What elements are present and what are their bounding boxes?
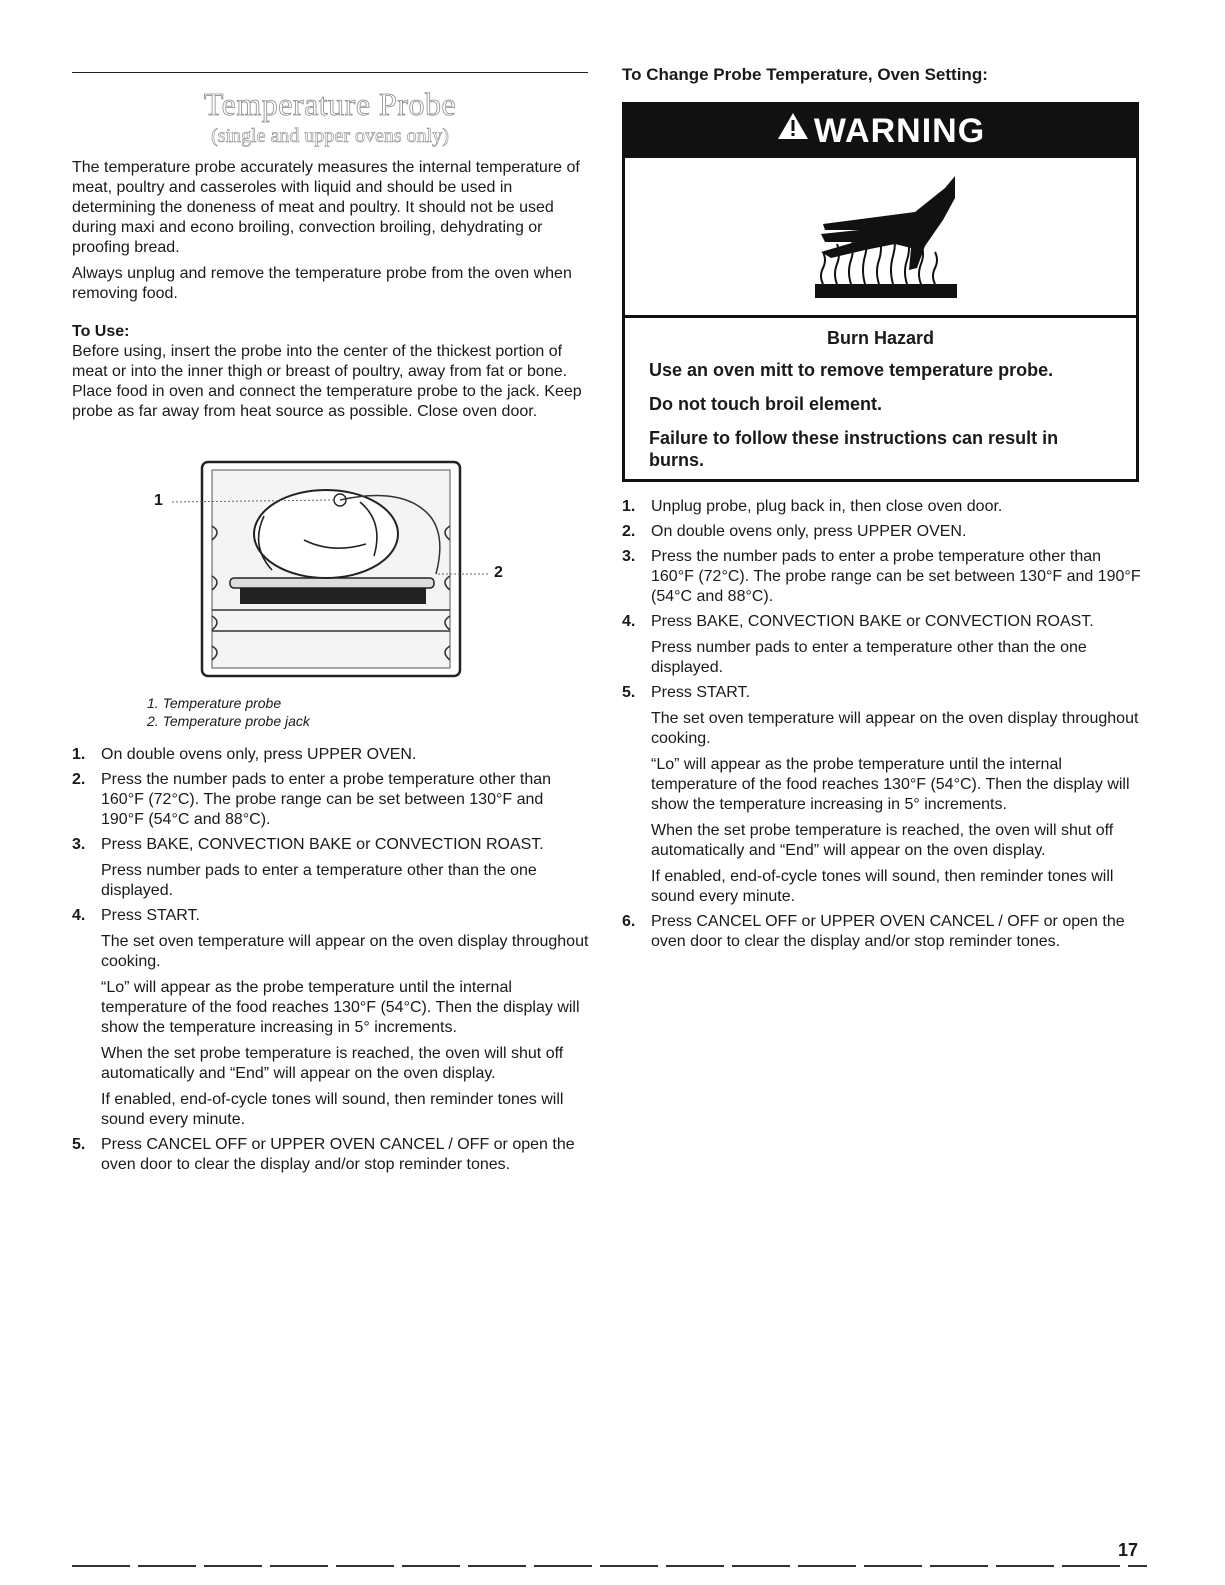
burn-hazard-pictogram (625, 158, 1136, 315)
top-rule (72, 72, 588, 73)
warning-banner-text: WARNING (813, 112, 986, 150)
step-text: Press START. (101, 907, 200, 924)
intro-paragraph: Always unplug and remove the temperature probe from the oven when removing food. (72, 265, 572, 302)
step-number: 4. (622, 613, 636, 630)
step-text: When the set probe temperature is reached, the oven will shut off automatically and “End” will appear on the oven display. (651, 822, 1114, 859)
step-number: 1. (72, 746, 86, 763)
step-number: 2. (622, 523, 636, 540)
callout-2: 2 (494, 564, 503, 581)
step-item (72, 770, 590, 830)
step-item (72, 1135, 590, 1175)
steps-list-left (72, 745, 590, 1180)
bottom-rule (72, 1565, 1147, 1567)
page-subtitle: (single and upper ovens only) (211, 125, 449, 147)
to-use-heading: To Use: (72, 323, 130, 340)
step-item (622, 912, 1147, 952)
step-text: If enabled, end-of-cycle tones will sound, then reminder tones will sound every minute. (651, 868, 1114, 905)
step-item (622, 497, 1147, 517)
step-item (72, 906, 590, 1130)
step-text: On double ovens only, press UPPER OVEN. (651, 523, 967, 540)
step-item (72, 835, 590, 901)
steps-list-right (622, 497, 1147, 957)
step-text: “Lo” will appear as the probe temperature until the internal temperature of the food reaches 130°F (54°C). Then the display will show the temperature increasing in 5° increments. (651, 756, 1130, 813)
caption-line: 2. Temperature probe jack (147, 713, 310, 729)
step-text: The set oven temperature will appear on the oven display throughout cooking. (101, 933, 589, 970)
step-number: 3. (622, 548, 636, 565)
step-item (622, 683, 1147, 907)
oven-probe-figure (154, 456, 514, 686)
figure-caption (147, 694, 547, 730)
step-text: Press BAKE, CONVECTION BAKE or CONVECTION ROAST. (101, 836, 544, 853)
warning-line: Use an oven mitt to remove temperature probe. (649, 360, 1054, 380)
step-text: When the set probe temperature is reached, the oven will shut off automatically and “End” will appear on the oven display. (101, 1045, 564, 1082)
page-title: Temperature Probe (203, 86, 457, 122)
step-text: On double ovens only, press UPPER OVEN. (101, 746, 417, 763)
step-text: Press the number pads to enter a probe temperature other than 160°F (72°C). The probe range can be set between 130°F and 190°F (54°C and 88°C). (101, 771, 552, 828)
step-number: 5. (622, 684, 636, 701)
step-item (622, 522, 1147, 542)
hand-heat-icon (625, 158, 1136, 315)
step-text: Press CANCEL OFF or UPPER OVEN CANCEL / OFF or open the oven door to clear the display and/or stop reminder tones. (101, 1136, 575, 1173)
step-text: “Lo” will appear as the probe temperature until the internal temperature of the food reaches 130°F (54°C). Then the display will show the temperature increasing in 5° increments. (101, 979, 580, 1036)
step-text: Press CANCEL OFF or UPPER OVEN CANCEL / OFF or open the oven door to clear the display and/or stop reminder tones. (651, 913, 1125, 950)
step-number: 2. (72, 771, 86, 788)
step-number: 4. (72, 907, 86, 924)
warning-line: Failure to follow these instructions can result in burns. (649, 428, 1059, 470)
step-item (72, 745, 590, 765)
warning-line: Do not touch broil element. (649, 394, 882, 414)
step-number: 5. (72, 1136, 86, 1153)
oven-illustration (154, 456, 514, 686)
step-number: 6. (622, 913, 636, 930)
intro-section (72, 158, 590, 310)
step-text: Unplug probe, plug back in, then close oven door. (651, 498, 1003, 515)
hazard-title: Burn Hazard (826, 328, 934, 348)
right-heading: To Change Probe Temperature, Oven Setting: (622, 65, 988, 84)
step-item (622, 612, 1147, 678)
step-text: The set oven temperature will appear on the oven display throughout cooking. (651, 710, 1139, 747)
to-use-text: Before using, insert the probe into the center of the thickest portion of meat or into the inner thigh or breast of poultry, away from fat or bone. Place food in oven and connect the temperature probe to the jack. Keep probe as far away from heat source as possible. Close oven door. (72, 343, 582, 420)
step-text: Press BAKE, CONVECTION BAKE or CONVECTION ROAST. (651, 613, 1094, 630)
caption-line: 1. Temperature probe (147, 695, 282, 711)
to-use-section (72, 322, 590, 422)
step-number: 3. (72, 836, 86, 853)
step-text: Press number pads to enter a temperature other than the one displayed. (651, 639, 1087, 676)
warning-triangle-icon (776, 104, 810, 157)
step-text: Press number pads to enter a temperature other than the one displayed. (101, 862, 537, 899)
intro-paragraph: The temperature probe accurately measures the internal temperature of meat, poultry and casseroles with liquid and should be used in determining the doneness of meat and poultry. It should not be used during maxi and econo broiling, convection broiling, dehydrating or proofing bread. (72, 159, 580, 256)
warning-banner (625, 105, 1136, 158)
step-item (622, 547, 1147, 607)
warning-separator (625, 315, 1136, 318)
warning-box (622, 102, 1139, 482)
step-text: If enabled, end-of-cycle tones will sound, then reminder tones will sound every minute. (101, 1091, 564, 1128)
page-number: 17 (1118, 1540, 1139, 1560)
step-text: Press the number pads to enter a probe temperature other than 160°F (72°C). The probe range can be set between 130°F and 190°F (54°C and 88°C). (651, 548, 1141, 605)
step-text: Press START. (651, 684, 750, 701)
step-number: 1. (622, 498, 636, 515)
callout-1: 1 (154, 492, 163, 509)
